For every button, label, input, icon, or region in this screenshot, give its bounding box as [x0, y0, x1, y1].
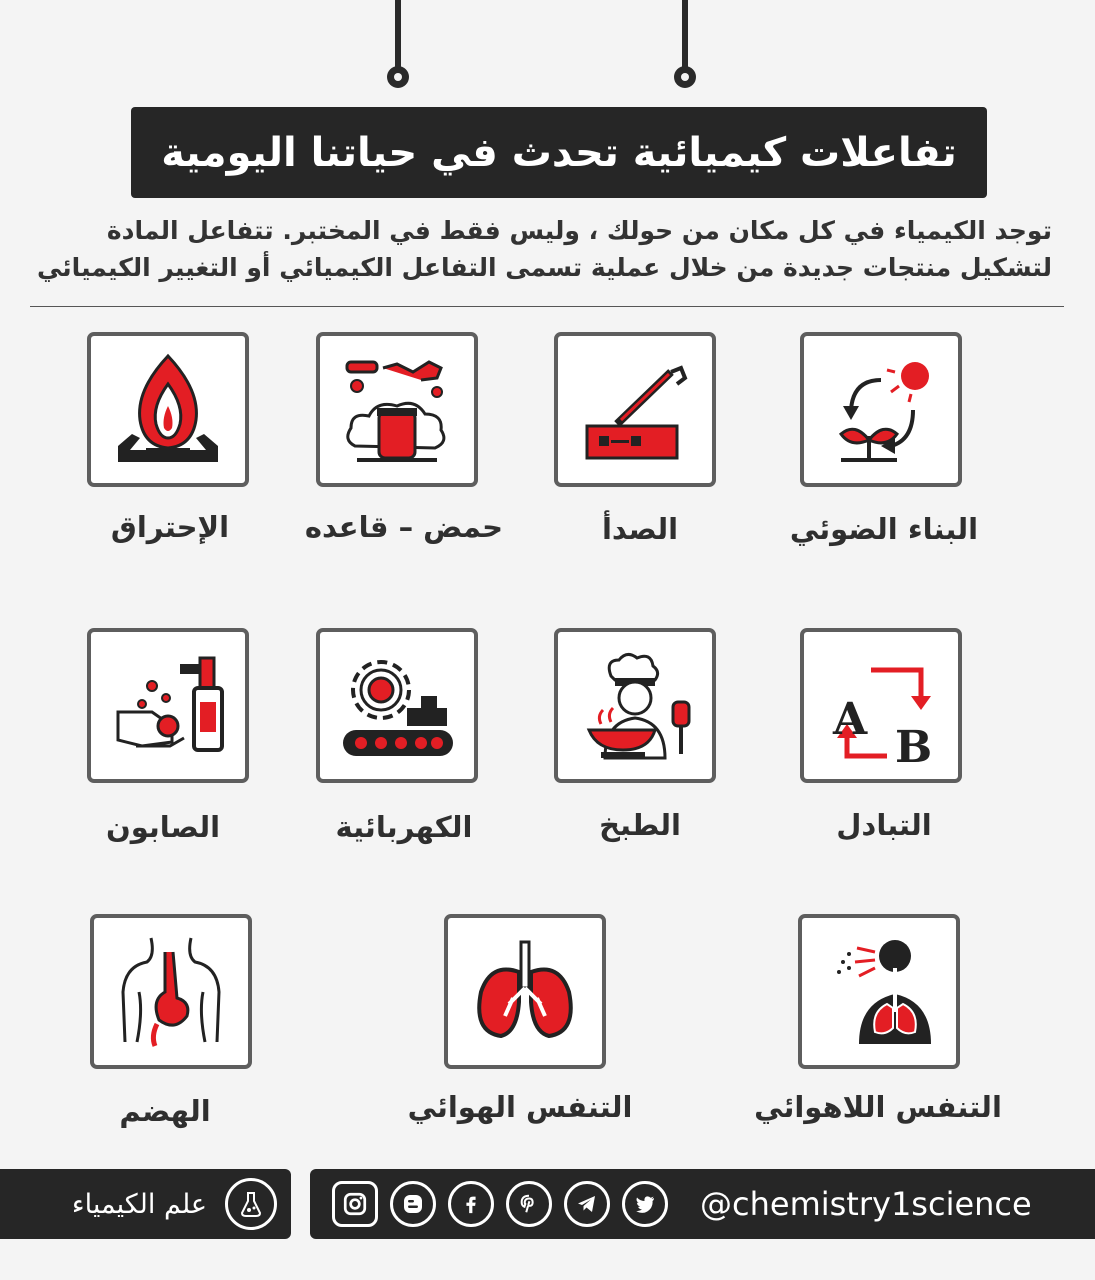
- aerobic-card: [444, 914, 606, 1069]
- blogger-icon[interactable]: [390, 1181, 436, 1227]
- label-photosynthesis: البناء الضوئي: [789, 512, 979, 546]
- cooking-card: [554, 628, 716, 783]
- acid-base-icon: [337, 350, 457, 470]
- footer-brand-bar: [0, 1169, 291, 1239]
- label-cooking: الطبخ: [599, 808, 681, 842]
- electricity-card: [316, 628, 478, 783]
- title-banner: [131, 107, 987, 198]
- soap-icon: [108, 646, 228, 766]
- label-exchange: التبادل: [836, 808, 932, 842]
- rust-card: [554, 332, 716, 487]
- label-anaerobic-respiration: التنفس اللاهوائي: [754, 1090, 1002, 1124]
- aerobic-respiration-icon: [465, 932, 585, 1052]
- exchange-glyph-b: B: [895, 721, 933, 766]
- electricity-icon: [337, 646, 457, 766]
- digestion-icon: [111, 932, 231, 1052]
- exchange-icon: [821, 646, 941, 766]
- footer-handle[interactable]: @chemistry1science: [700, 1185, 1032, 1223]
- intro-line-1: توجد الكيمياء في كل مكان من حولك ، وليس فقط في المختبر. تتفاعل المادة: [106, 216, 1052, 245]
- page-title: تفاعلات كيميائية تحدث في حياتنا اليومية: [161, 129, 957, 176]
- hanger-dot-left: [387, 66, 409, 88]
- intro-text: [30, 212, 1052, 286]
- acid-base-card: [316, 332, 478, 487]
- intro-line-2: لتشكيل منتجات جديدة من خلال عملية تسمى التفاعل الكيميائي أو التغيير الكيميائي: [37, 253, 1052, 282]
- instagram-icon[interactable]: [332, 1181, 378, 1227]
- divider: [30, 306, 1064, 307]
- photosynthesis-card: [800, 332, 962, 487]
- hanger-line-right: [682, 0, 688, 70]
- telegram-icon[interactable]: [564, 1181, 610, 1227]
- cooking-icon: [575, 646, 695, 766]
- label-combustion: الإحتراق: [110, 510, 230, 544]
- digestion-card: [90, 914, 252, 1069]
- label-digestion: الهضم: [119, 1094, 211, 1128]
- photosynthesis-icon: [821, 350, 941, 470]
- anaerobic-respiration-icon: [819, 932, 939, 1052]
- label-acid-base: حمض – قاعده: [304, 510, 504, 544]
- combustion-icon: [108, 350, 228, 470]
- label-aerobic-respiration: التنفس الهوائي: [407, 1090, 633, 1124]
- pinterest-icon[interactable]: [506, 1181, 552, 1227]
- exchange-card: [800, 628, 962, 783]
- hanger-dot-right: [674, 66, 696, 88]
- hanger-line-left: [395, 0, 401, 70]
- footer-brand: علم الكيمياء: [71, 1188, 207, 1220]
- anaerobic-card: [798, 914, 960, 1069]
- label-electricity: الكهربائية: [335, 810, 473, 844]
- soap-card: [87, 628, 249, 783]
- exchange-glyph-a: A: [833, 693, 868, 745]
- facebook-icon[interactable]: [448, 1181, 494, 1227]
- twitter-icon[interactable]: [622, 1181, 668, 1227]
- label-rust: الصدأ: [601, 512, 679, 546]
- footer-social-bar: [310, 1169, 1095, 1239]
- combustion-card: [87, 332, 249, 487]
- rust-icon: [575, 350, 695, 470]
- chemistry-flask-icon: [225, 1178, 277, 1230]
- label-soap: الصابون: [105, 810, 221, 844]
